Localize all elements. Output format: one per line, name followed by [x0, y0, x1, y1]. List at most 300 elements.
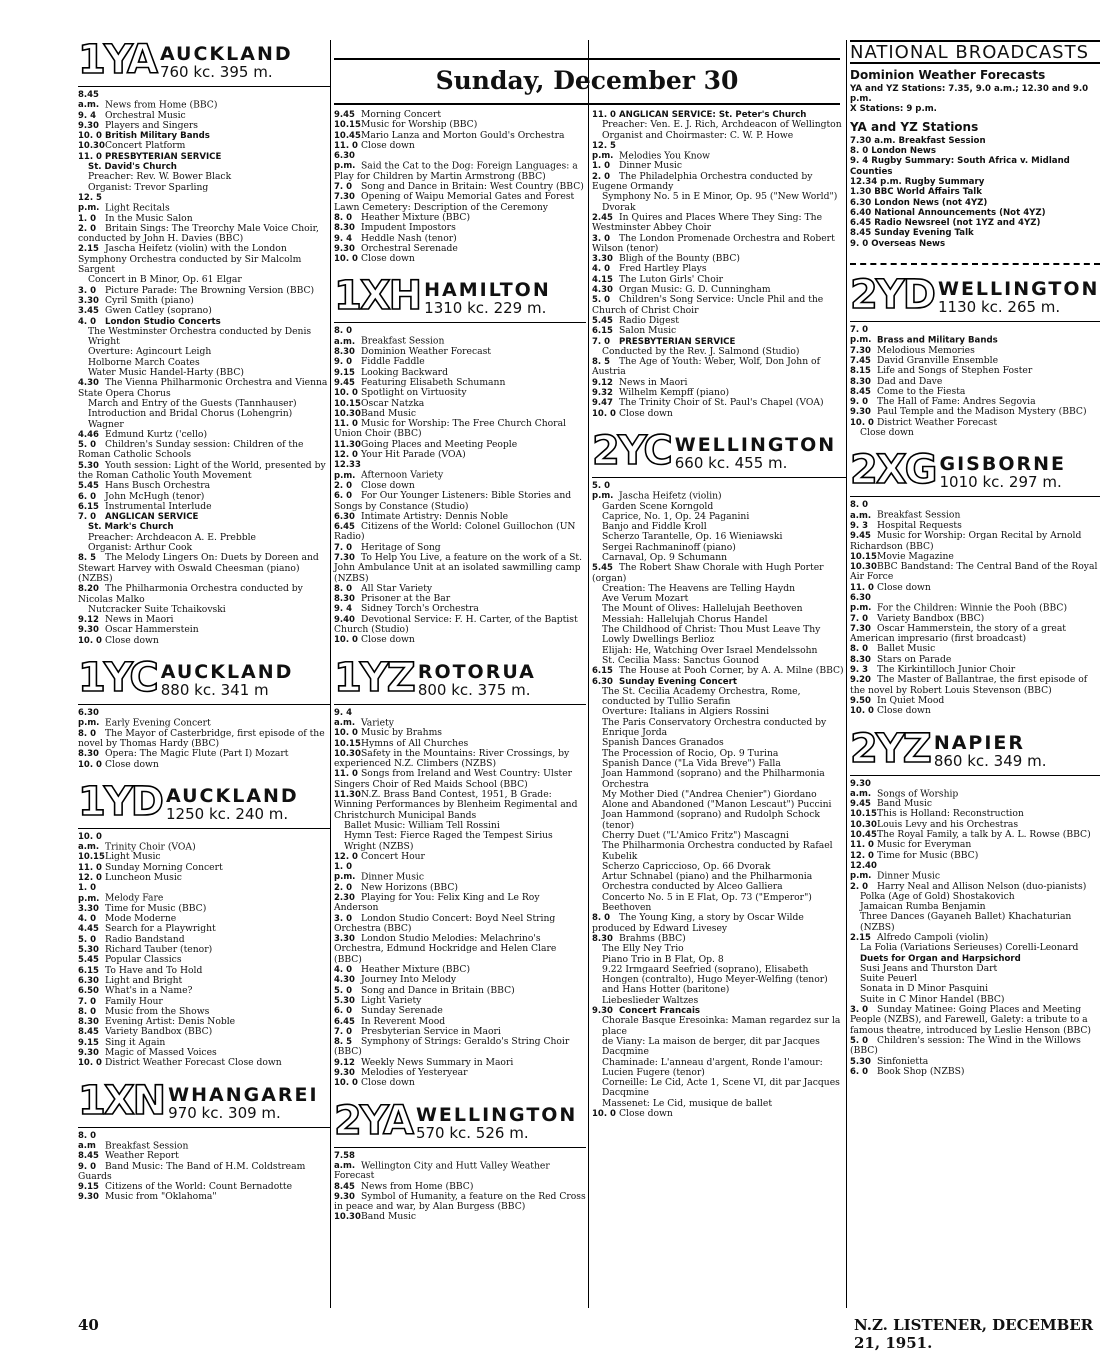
- programme-text: Ballet Music: [877, 643, 936, 655]
- station-header: [78, 655, 330, 702]
- programme-text: de Viany: La maison de berger, dit par Jacques Dacqmine: [602, 1035, 820, 1058]
- programme-text: Organist: Trevor Sparling: [88, 181, 209, 193]
- programme-text: The St. Cecilia Academy Orchestra, Rome, conducted by Tullio Serafin: [602, 685, 801, 708]
- programme-line: [334, 1151, 586, 1182]
- station-frequency: 760 kc. 395 m.: [159, 63, 273, 81]
- station-name-block: [416, 1105, 577, 1141]
- programme-time: 8.30: [850, 654, 871, 665]
- programme-text: Opera: The Magic Flute (Part I) Mozart: [105, 748, 289, 760]
- programme-time: 9. 0: [78, 1161, 97, 1172]
- programme-time: 4.46: [78, 429, 99, 440]
- station-city: WHANGAREI: [168, 1083, 319, 1106]
- programme-text: Carnaval, Op. 9 Schumann: [602, 551, 728, 563]
- programme-text: Going Places and Meeting People: [361, 438, 518, 450]
- station-name-block: [168, 1085, 318, 1121]
- programme-text: Nutcracker Suite Tchaikovski: [88, 603, 226, 615]
- programme-text: 9.22 Irmgaard Seefried (soprano), Elisabeth Hongen (contralto), Hugo Meyer-Welfing (tenor) and Hans Hotter (baritone): [602, 963, 828, 996]
- programme-line: [78, 1131, 330, 1152]
- programme-time: 6.30: [78, 975, 99, 986]
- programme-text: Music from the Shows: [105, 1005, 210, 1017]
- programme-text: Duets for Organ and Harpsichord: [860, 953, 1021, 964]
- programme-line: [850, 325, 1100, 346]
- programme-text: Close down: [361, 1077, 415, 1089]
- programme-text: Alone and Abandoned ("Manon Lescaut") Puccini: [602, 799, 832, 811]
- programme-line: [78, 409, 330, 430]
- programme-line: [78, 832, 330, 853]
- programme-time: 7. 0: [78, 996, 97, 1007]
- programme-text: Close down: [361, 634, 415, 646]
- programme-time: 2.45: [592, 212, 613, 223]
- programme-text: The Age of Youth: Weber, Wolf, Don John of Austria: [592, 356, 820, 378]
- programme-text: The Kirkintilloch Junior Choir: [877, 664, 1016, 676]
- programme-text: In Quires and Places Where They Sing: The Westminster Abbey Choir: [592, 211, 822, 234]
- programme-text: Sunday Evening Concert: [619, 676, 737, 687]
- station-frequency: 1310 kc. 229 m.: [424, 299, 547, 318]
- programme-time: 8.30: [78, 749, 99, 760]
- programme-text: St. David's Church: [88, 162, 177, 173]
- station-header: [850, 725, 1100, 772]
- programme-time: 10.15: [334, 120, 361, 131]
- publication-footer: N.Z. LISTENER, DECEMBER 21, 1951.: [854, 1316, 1094, 1352]
- programme-text: PRESBYTERIAN SERVICE: [105, 151, 222, 162]
- programme-text: Organist and Choirmaster: C. W. P. Howe: [602, 129, 794, 141]
- programme-text: Breakfast Session: [361, 335, 445, 347]
- station-logo: 1XH: [334, 273, 421, 320]
- programme-time: 10.30: [334, 748, 361, 759]
- programme-text: My Mother Died ("Andrea Chenier") Giordano: [602, 788, 817, 800]
- programme-line: [592, 481, 846, 502]
- programme-text: Holborne March Coates: [88, 356, 200, 368]
- programme-time: 9.47: [592, 398, 613, 409]
- programme-time: 2.15: [78, 244, 99, 255]
- programme-time: 11. 0: [592, 110, 616, 120]
- column-4: [850, 40, 1100, 1089]
- station-header: [334, 273, 586, 320]
- programme-line: [334, 192, 586, 213]
- programme-line: [78, 760, 330, 770]
- programme-line: [334, 151, 586, 182]
- station-frequency: 880 kc. 341 m: [160, 681, 269, 700]
- programme-line: [850, 861, 1100, 882]
- programme-text: Light Recitals: [105, 202, 170, 214]
- programme-text: St. Mark's Church: [88, 522, 174, 533]
- programme-text: David Granville Ensemble: [877, 354, 999, 366]
- programme-time: 8.30: [334, 594, 355, 605]
- programme-text: Close down: [361, 479, 415, 491]
- programme-time: 8. 0 a.m.: [850, 500, 872, 521]
- programme-text: In the Music Salon: [105, 212, 193, 224]
- programme-text: Chorale Basque Eresoinka: Maman regardez sur la place: [602, 1015, 841, 1037]
- programme-text: For Our Younger Listeners: Bible Stories and Songs by Constance (Studio): [334, 490, 572, 512]
- programme-line: [78, 883, 330, 904]
- programme-text: Suite in C Minor Handel (BBC): [860, 993, 1005, 1005]
- programme-text: Luncheon Music: [105, 872, 182, 883]
- station-frequency: 1010 kc. 297 m.: [939, 473, 1062, 492]
- programme-text: Massenet: Le Cid, musique de ballet: [602, 1097, 773, 1109]
- programme-time: 9.30: [78, 120, 99, 131]
- station-name-block: [934, 733, 1047, 769]
- programme-text: Playing for You: Felix King and Le Roy Anderson: [334, 892, 540, 914]
- page-title: Sunday, December 30: [334, 58, 840, 105]
- programme-text: Three Dances (Gayaneh Ballet) Khachaturian (NZBS): [860, 911, 1072, 933]
- programme-time: 10. 0: [592, 408, 616, 419]
- station-city: WELLINGTON: [938, 278, 1100, 301]
- programme-time: 10. 0: [334, 254, 358, 265]
- programme-line: [592, 357, 846, 378]
- programme-time: 2.30: [334, 893, 355, 903]
- programme-text: Sinfonietta: [877, 1055, 929, 1067]
- programme-line: [850, 706, 1100, 716]
- programme-time: 5.45: [78, 481, 99, 492]
- programme-time: 9. 4: [78, 110, 97, 121]
- programme-line: [334, 749, 586, 770]
- weather-line: X Stations: 9 p.m.: [850, 104, 937, 115]
- programme-time: 5.30: [850, 1056, 871, 1067]
- programme-time: 8.45 a.m.: [78, 90, 100, 111]
- programme-line: [78, 1058, 330, 1068]
- station-1xn: [78, 1077, 330, 1215]
- programme-text: Music for Worship: The Free Church Choral Union Choir (BBC): [334, 418, 566, 440]
- programme-time: 12. 0: [334, 851, 358, 862]
- programme-time: 9.30: [334, 243, 355, 254]
- programme-time: 9. 4: [334, 604, 353, 615]
- programme-time: 6. 0: [850, 1066, 869, 1077]
- programme-line: [334, 522, 586, 543]
- programme-text: Polka (Age of Gold) Shostakovich: [860, 890, 1015, 902]
- programme-time: 6.50: [78, 986, 99, 997]
- programme-text: Youth session: Light of the World, presented by the Roman Catholic Youth Movement: [78, 459, 326, 481]
- programme-text: Banjo and Fiddle Kroll: [602, 521, 707, 533]
- programme-text: Song and Dance in Britain (BBC): [361, 984, 515, 996]
- programme-time: 9. 4 a.m.: [334, 707, 356, 728]
- programme-line: [334, 615, 586, 636]
- programme-text: Dinner Music: [361, 871, 425, 883]
- programme-text: Band Music: [361, 407, 417, 419]
- national-entry: 9. 0 Overseas News: [850, 238, 946, 249]
- programme-time: 3.30: [78, 295, 99, 306]
- station-city: NAPIER: [933, 731, 1026, 754]
- programme-text: Close down: [361, 253, 415, 265]
- programme-line: [850, 624, 1100, 645]
- programme-text: The Robert Shaw Chorale with Hugh Porter (organ): [592, 562, 824, 584]
- programme-text: Edmund Kurtz ('cello): [105, 428, 208, 440]
- programme-time: 9. 4: [334, 233, 353, 244]
- programme-line: [592, 893, 846, 914]
- programme-text: Safety in the Mountains: River Crossings, by experienced N.Z. Climbers (NZBS): [334, 747, 570, 770]
- programme-text: The Mount of Olives: Hallelujah Beethoven: [602, 603, 803, 615]
- programme-line: [334, 254, 586, 264]
- programme-line: [334, 1192, 586, 1213]
- programme-text: Artur Schnabel (piano) and the Philharmonia Orchestra conducted by Alceo Galliera: [602, 871, 813, 893]
- programme-time: 8. 0: [78, 1006, 97, 1017]
- programme-time: 8. 0 a.m: [78, 1130, 97, 1151]
- programme-text: Richard Tauber (tenor): [105, 944, 213, 956]
- header-rule: [334, 704, 586, 705]
- programme-text: Concert Francais: [619, 1006, 701, 1017]
- programme-time: 4.30: [592, 285, 613, 296]
- programme-time: 3. 0: [592, 233, 611, 244]
- programme-text: Close down: [877, 581, 931, 593]
- programme-text: Close down: [619, 407, 673, 419]
- programme-line: [78, 141, 330, 151]
- programme-time: 9. 0: [334, 357, 353, 368]
- programme-text: The Westminster Orchestra conducted by Denis Wright: [88, 325, 312, 348]
- programme-text: Citizens of the World: Count Bernadotte: [105, 1181, 293, 1193]
- programme-time: 2.15: [850, 933, 871, 943]
- station-logo: 2YZ: [850, 725, 930, 772]
- programme-text: London Studio Melodies: Melachrino's Orchestra, Edmund Hockridge and Helen Clare (BBC): [334, 933, 557, 965]
- programme-text: Your Hit Parade (VOA): [361, 449, 466, 461]
- programme-time: 10.15: [334, 398, 361, 409]
- programme-time: 8. 0: [78, 728, 97, 739]
- programme-line: [78, 152, 330, 162]
- programme-text: Cherry Duet ("L'Amico Fritz") Mascagni: [602, 830, 789, 841]
- programme-text: Brahms (BBC): [619, 932, 686, 944]
- programme-time: 7. 0: [592, 336, 611, 347]
- programme-text: Spanish Dances Granados: [602, 737, 724, 749]
- programme-text: Radio Digest: [619, 314, 679, 326]
- programme-time: 9.15: [78, 1037, 99, 1048]
- programme-text: Oscar Hammerstein: [105, 624, 199, 636]
- national-entry: 6.30 London News (not 4YZ): [850, 197, 988, 208]
- programme-line: [592, 687, 846, 708]
- programme-time: 11. 0: [78, 151, 102, 162]
- programme-text: Cyril Smith (piano): [105, 294, 194, 306]
- programme-text: The Melody Lingers On: Duets by Doreen and Stewart Harvey with Oswald Cheesman (piano) (NZBS): [78, 552, 319, 584]
- programme-time: 3.30: [592, 254, 613, 265]
- programme-time: 12.33 p.m.: [334, 460, 361, 481]
- column-3: [592, 110, 846, 1131]
- programme-text: Heather Mixture (BBC): [361, 964, 471, 976]
- programme-text: Orchestral Music: [105, 109, 186, 121]
- header-rule: [78, 704, 330, 705]
- programme-time: 8. 0: [334, 212, 353, 223]
- programme-text: Music for Everyman: [877, 839, 972, 851]
- programme-text: ANGLICAN SERVICE: St. Peter's Church: [619, 110, 807, 120]
- programme-text: Variety Bandbox (BBC): [877, 612, 985, 624]
- programme-line: [592, 718, 846, 739]
- station-1yd: [78, 778, 330, 1081]
- programme-text: Weekly News Summary in Maori: [361, 1056, 514, 1068]
- programme-line: [592, 996, 846, 1006]
- programme-text: Preacher: Archdeacon A. E. Prebble: [88, 531, 256, 543]
- programme-time: 9.32: [592, 388, 613, 399]
- programme-line: [850, 912, 1100, 933]
- programme-time: 6.30 p.m.: [850, 592, 872, 614]
- header-rule: [78, 86, 330, 87]
- station-name-block: [166, 786, 299, 822]
- programme-time: 3. 0: [850, 1005, 869, 1016]
- programme-line: [850, 675, 1100, 696]
- programme-line: [334, 553, 586, 584]
- programme-line: [334, 914, 586, 935]
- programme-time: 9. 0: [850, 397, 869, 408]
- programme-time: 10. 0 a.m.: [78, 831, 102, 853]
- programme-time: 4. 0: [78, 914, 97, 925]
- programme-line: [592, 872, 846, 893]
- station-frequency: 1250 kc. 240 m.: [166, 804, 289, 823]
- programme-time: 8. 5: [334, 1037, 353, 1048]
- programme-text: Sergei Rachmaninoff (piano): [602, 541, 736, 553]
- divider: [850, 263, 1100, 265]
- programme-text: Band Music: [361, 1211, 417, 1223]
- programme-text: The Master of Ballantrae, the first episode of the novel by Robert Louis Stevenson (BBC): [850, 674, 1088, 696]
- programme-text: Hans Busch Orchestra: [105, 480, 211, 492]
- programme-text: The Paris Conservatory Orchestra conducted by Enrique Jorda: [602, 716, 827, 739]
- programme-text: Wellington City and Hutt Valley Weather Forecast: [334, 1159, 550, 1182]
- station-2yd: [850, 272, 1100, 450]
- programme-time: 10.45: [850, 830, 877, 841]
- programme-text: Devotional Service: F. H. Carter, of the Baptist Church (Studio): [334, 613, 578, 636]
- programme-line: [850, 1067, 1100, 1077]
- programme-time: 8.30: [78, 1017, 99, 1028]
- header-rule: [850, 321, 1100, 322]
- programme-text: Light Variety: [361, 994, 422, 1006]
- programme-time: 9.12: [334, 1057, 355, 1068]
- programme-line: [334, 450, 586, 460]
- programme-time: 10. 0: [334, 1078, 358, 1089]
- programme-text: N.Z. Brass Band Contest, 1951, B Grade: Winning Performances by Blenheim Regimental and Christchurch Municipal Bands: [334, 789, 578, 821]
- station-city: HAMILTON: [424, 279, 551, 302]
- programme-time: 2. 0: [334, 882, 353, 893]
- programme-time: 10.45: [334, 130, 361, 141]
- programme-text: Life and Songs of Stephen Foster: [877, 365, 1033, 377]
- programme-time: 8. 5: [592, 357, 611, 368]
- programme-text: Louis Levy and his Orchestras: [877, 818, 1019, 830]
- station-2ya: [334, 1097, 586, 1235]
- programme-line: [592, 326, 846, 336]
- programme-text: The Luton Girls' Choir: [619, 273, 724, 285]
- programme-time: 6.15: [78, 965, 99, 976]
- programme-text: Magic of Massed Voices: [105, 1047, 217, 1059]
- national-entry: 7.30 a.m. Breakfast Session: [850, 135, 986, 146]
- programme-text: The London Promenade Orchestra and Robert Wilson (tenor): [592, 232, 835, 254]
- programme-text: Sunday Matinee: Going Places and Meeting People (NZBS), and Farewell, Galety: a tribute to a famous theatre, introduced by Leslie Henson (BBC): [850, 1004, 1092, 1036]
- programme-time: 10.30: [334, 408, 361, 419]
- programme-time: 9.30: [78, 625, 99, 636]
- station-2xg: [850, 447, 1100, 728]
- station-logo: 1YA: [78, 37, 156, 83]
- programme-text: The Philharmonia Orchestra conducted by Rafael Kubelik: [602, 840, 833, 862]
- programme-line: [78, 244, 330, 275]
- programme-line: [850, 531, 1100, 552]
- programme-text: Oscar Hammerstein, the story of a great American impresario (first broadcast): [850, 622, 1067, 645]
- header-rule: [334, 1147, 586, 1148]
- station-1ya-cont: [334, 110, 586, 276]
- programme-text: Breakfast Session: [877, 509, 961, 521]
- programme-line: [592, 563, 846, 584]
- programme-line: [334, 635, 586, 645]
- programme-text: Caprice, No. 1, Op. 24 Paganini: [602, 510, 750, 522]
- station-2ya-cont: [592, 110, 846, 431]
- programme-text: Sunday Serenade: [361, 1005, 443, 1017]
- programme-line: [334, 491, 586, 512]
- programme-line: [78, 1162, 330, 1183]
- station-1yc: [78, 655, 330, 782]
- station-name-block: [938, 279, 1099, 315]
- page-number: 40: [78, 1316, 99, 1334]
- programme-text: Garden Scene Korngold: [602, 500, 714, 512]
- programme-text: Movie Magazine: [877, 550, 954, 562]
- programme-time: 7. 0: [334, 1026, 353, 1037]
- programme-text: All Star Variety: [361, 582, 433, 594]
- programme-text: Radio Bandstand: [105, 933, 185, 945]
- programme-text: Suite Peuerl: [860, 973, 918, 985]
- programme-text: Music for Worship: Organ Recital by Arnold Richardson (BBC): [850, 530, 1082, 552]
- station-logo: 1XN: [78, 1077, 165, 1124]
- column-1: [78, 37, 330, 1215]
- programme-line: [334, 862, 586, 883]
- station-logo: 1YC: [78, 655, 157, 702]
- programme-time: 1. 0 p.m.: [78, 883, 100, 904]
- programme-text: Trinity Choir (VOA): [105, 841, 196, 853]
- programme-time: 10.30: [850, 819, 877, 830]
- programme-line: [334, 769, 586, 790]
- programme-time: 12. 5 p.m.: [592, 140, 616, 162]
- station-header: [592, 427, 846, 474]
- programme-time: 8.30: [850, 376, 871, 387]
- programme-line: [78, 553, 330, 584]
- programme-line: [850, 851, 1100, 861]
- programme-time: 5.45: [592, 315, 613, 326]
- programme-text: Symbol of Humanity, a feature on the Red Cross in peace and war, by Alan Burgess (BBC): [334, 1190, 586, 1213]
- programme-time: 9.30 a.m.: [850, 778, 872, 799]
- programme-time: 9.12: [78, 615, 99, 626]
- programme-text: District Weather Forecast Close down: [105, 1057, 282, 1069]
- programme-line: [78, 183, 330, 193]
- programme-time: 10.30: [850, 562, 877, 573]
- programme-time: 9.20: [850, 675, 871, 686]
- programme-text: For the Children: Winnie the Pooh (BBC): [877, 602, 1068, 614]
- programme-text: Symphony of Strings: Geraldo's String Choir (BBC): [334, 1036, 570, 1058]
- programme-text: Dominion Weather Forecast: [361, 346, 492, 358]
- programme-text: Weather Report: [105, 1150, 179, 1162]
- programme-text: Sonata in D Minor Pasquini: [860, 983, 989, 995]
- programme-time: 1. 0 p.m.: [334, 862, 356, 883]
- national-heading: NATIONAL BROADCASTS: [850, 40, 1100, 64]
- national-entry: 1.30 BBC World Affairs Talk: [850, 187, 982, 198]
- spacer: [592, 1119, 846, 1131]
- programme-time: 11.30: [334, 790, 361, 801]
- programme-time: 4.15: [592, 274, 613, 285]
- programme-line: [592, 625, 846, 646]
- station-city: AUCKLAND: [160, 661, 294, 684]
- programme-text: To Help You Live, a feature on the work of a St. John Ambulance Unit at an isolated sawmilling camp (NZBS): [334, 551, 583, 584]
- programme-line: [334, 790, 586, 821]
- programme-time: 7. 0: [850, 613, 869, 624]
- programme-text: Creation: The Heavens are Telling Haydn: [602, 582, 796, 594]
- programme-time: 10. 0: [592, 1109, 616, 1120]
- programme-time: 3.30: [78, 903, 99, 914]
- programme-line: [850, 593, 1100, 614]
- programme-time: 7.45: [850, 355, 871, 366]
- spacer: [850, 1077, 1100, 1089]
- programme-time: 11. 0: [850, 582, 874, 593]
- programme-line: [592, 913, 846, 934]
- programme-text: John McHugh (tenor): [105, 490, 205, 502]
- programme-time: 7. 0 p.m.: [850, 325, 872, 346]
- programme-line: [592, 172, 846, 193]
- station-city: WELLINGTON: [415, 1103, 578, 1126]
- programme-text: Close down: [105, 634, 159, 646]
- station-frequency: 800 kc. 375 m.: [417, 680, 531, 699]
- programme-line: [592, 213, 846, 234]
- station-logo: 2YD: [850, 272, 934, 319]
- programme-line: [78, 1192, 330, 1202]
- programme-time: 8. 0: [334, 583, 353, 594]
- programme-time: 2. 0: [78, 223, 97, 234]
- programme-time: 1. 0: [592, 161, 611, 172]
